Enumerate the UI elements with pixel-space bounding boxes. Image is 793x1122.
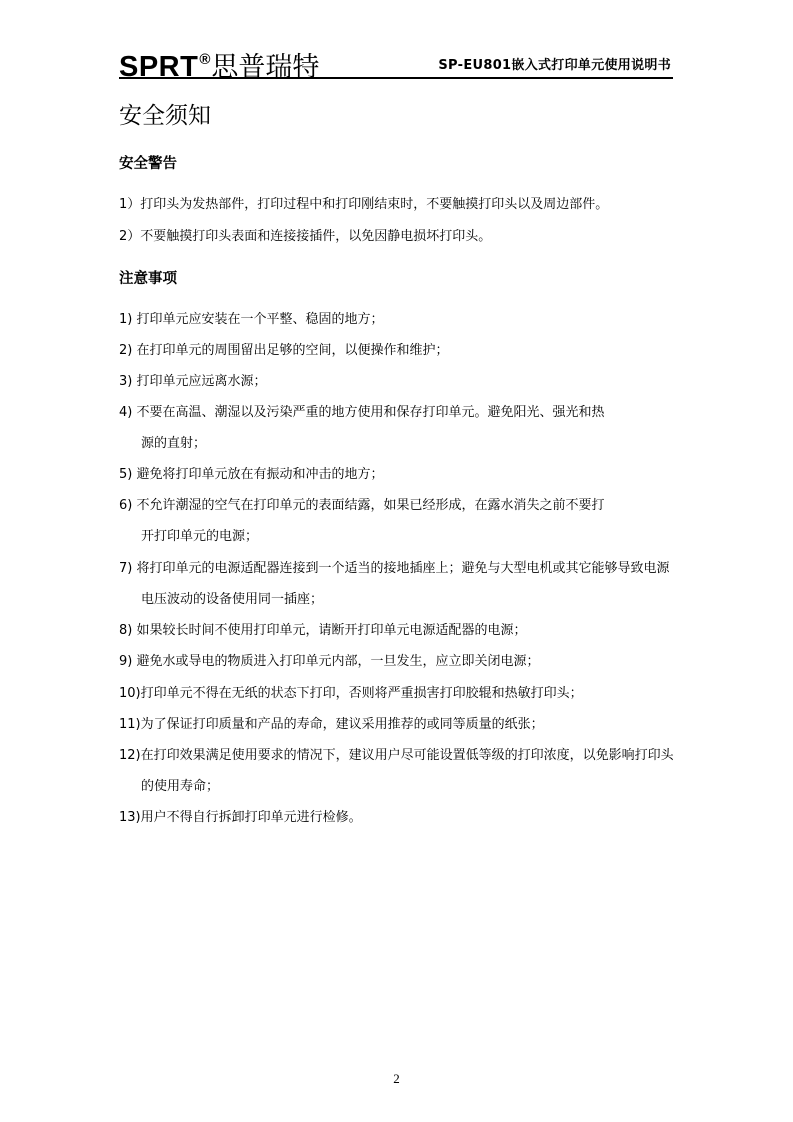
document-title: SP-EU801嵌入式打印单元使用说明书 <box>438 58 671 73</box>
precaution-item: 2) 在打印单元的周围留出足够的空间，以便操作和维护； <box>119 343 449 358</box>
registered-mark: ® <box>199 51 211 68</box>
precaution-item-continuation: 开打印单元的电源； <box>141 529 259 544</box>
precaution-item: 8) 如果较长时间不使用打印单元，请断开打印单元电源适配器的电源； <box>119 623 527 638</box>
precaution-item: 11)为了保证打印质量和产品的寿命，建议采用推荐的或同等质量的纸张； <box>119 717 544 732</box>
precaution-item: 13)用户不得自行拆卸打印单元进行检修。 <box>119 810 362 825</box>
warning-item: 1）打印头为发热部件，打印过程中和打印刚结束时，不要触摸打印头以及周边部件。 <box>119 197 609 212</box>
brand-logo <box>119 42 319 89</box>
section-heading-safety-warning: 安全警告 <box>119 156 177 172</box>
precaution-item: 7) 将打印单元的电源适配器连接到一个适当的接地插座上；避免与大型电机或其它能够导致电源 <box>119 561 670 576</box>
precaution-item: 9) 避免水或导电的物质进入打印单元内部，一旦发生，应立即关闭电源； <box>119 654 540 669</box>
page-title: 安全须知 <box>119 103 211 129</box>
precaution-item: 10)打印单元不得在无纸的状态下打印，否则将严重损害打印胶辊和热敏打印头； <box>119 686 583 701</box>
page-number: 2 <box>393 1071 400 1086</box>
precaution-item: 6) 不允许潮湿的空气在打印单元的表面结露，如果已经形成，在露水消失之前不要打 <box>119 498 605 513</box>
precaution-item: 3) 打印单元应远离水源； <box>119 374 267 389</box>
precaution-item-continuation: 源的直射； <box>141 436 207 451</box>
precaution-item: 4) 不要在高温、潮湿以及污染严重的地方使用和保存打印单元。避免阳光、强光和热 <box>119 405 605 420</box>
precaution-item-continuation: 的使用寿命； <box>141 779 220 794</box>
page-header <box>119 42 673 82</box>
precaution-item: 12)在打印效果满足使用要求的情况下，建议用户尽可能设置低等级的打印浓度，以免影响打印头 <box>119 748 674 763</box>
brand-name-latin: SPRT <box>119 51 199 83</box>
header-divider <box>119 77 673 79</box>
precaution-item-continuation: 电压波动的设备使用同一插座； <box>141 592 324 607</box>
precaution-item: 5) 避免将打印单元放在有振动和冲击的地方； <box>119 467 384 482</box>
brand-name-chinese: 思普瑞特 <box>211 52 320 83</box>
warning-item: 2）不要触摸打印头表面和连接接插件，以免因静电损坏打印头。 <box>119 229 492 244</box>
precaution-item: 1) 打印单元应安装在一个平整、稳固的地方； <box>119 312 384 327</box>
section-heading-precautions: 注意事项 <box>119 271 177 287</box>
